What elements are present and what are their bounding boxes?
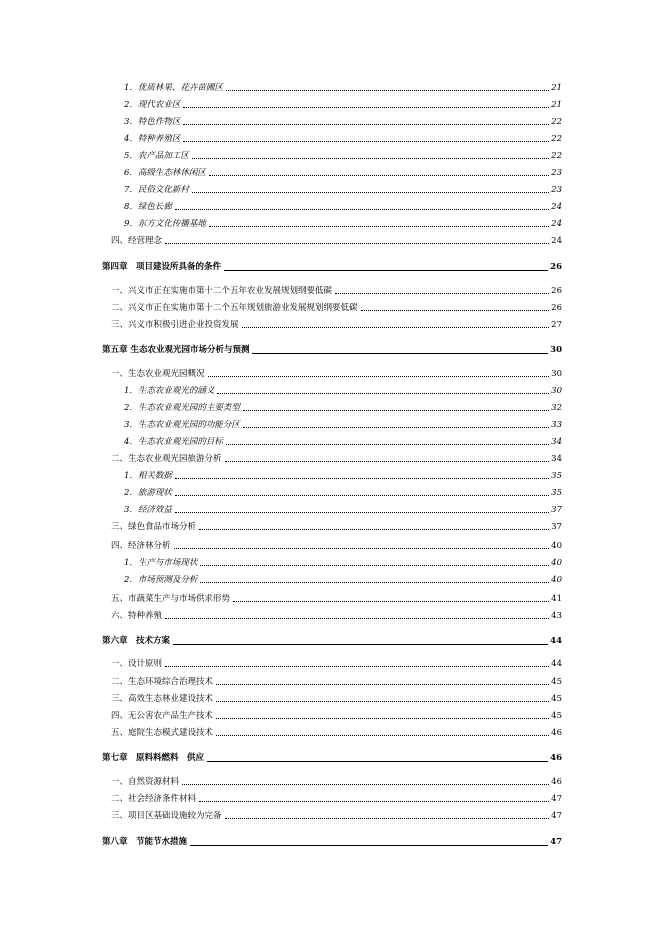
toc-page-number: 47 [551, 811, 562, 821]
toc-entry-label: 一、生态农业观光园概况 [111, 369, 205, 379]
toc-entry-label: 三、兴义市积极引进企业投资发展 [111, 320, 239, 330]
toc-entry-label: 2．市场预测及分析 [124, 575, 198, 585]
toc-chapter-entry[interactable] [0, 631, 662, 647]
toc-leader-dots [226, 444, 549, 445]
toc-entry[interactable] [0, 606, 662, 622]
toc-entry-label: 二、生态农业观光园旅游分析 [111, 454, 222, 464]
toc-leader-dots [242, 327, 550, 328]
toc-page-number: 22 [551, 134, 562, 144]
toc-page-number: 26 [551, 303, 562, 313]
toc-entry-label: 8．绿色长廊 [124, 202, 172, 212]
toc-entry-label: 二、生态环境综合治理技术 [111, 677, 214, 687]
toc-entry-label: 一、自然资源材料 [111, 777, 180, 787]
toc-entry[interactable] [0, 95, 662, 111]
toc-leader-dots [216, 684, 549, 685]
toc-entry[interactable] [0, 672, 662, 688]
toc-page-number: 26 [551, 286, 562, 296]
toc-page-number: 23 [551, 185, 562, 195]
toc-entry-label: 1．生态农业观光的涵义 [124, 386, 215, 396]
toc-entry[interactable] [0, 806, 662, 822]
toc-leader-dots [175, 209, 549, 210]
toc-leader-dots [335, 293, 549, 294]
toc-entry-label: 第五章 生态农业观光园市场分析与预测 [102, 345, 250, 355]
toc-leader-dots [226, 90, 549, 91]
toc-entry[interactable] [0, 449, 662, 465]
toc-entry-label: 一、兴义市正在实施市第十二个五年农业发展规划纲要低碳 [111, 286, 333, 296]
toc-leader-dots [225, 461, 550, 462]
toc-chapter-entry[interactable] [0, 257, 662, 273]
toc-entry-label: 四、经济林分析 [111, 541, 171, 551]
toc-page-number: 33 [551, 420, 562, 430]
toc-entry[interactable] [0, 231, 662, 247]
toc-entry[interactable] [0, 381, 662, 397]
toc-leader-dots [183, 141, 549, 142]
toc-page-number: 41 [551, 594, 562, 604]
toc-entry[interactable] [0, 689, 662, 705]
toc-entry[interactable] [0, 483, 662, 499]
toc-page-number: 35 [551, 488, 562, 498]
toc-leader-dots [165, 666, 549, 667]
toc-page-number: 46 [550, 753, 562, 763]
toc-page-number: 37 [551, 522, 562, 532]
toc-leader-dots [182, 784, 549, 785]
toc-entry[interactable] [0, 214, 662, 230]
toc-leader-dots [243, 410, 549, 411]
toc-entry-label: 9．东方文化传播基地 [124, 219, 206, 229]
toc-entry[interactable] [0, 78, 662, 94]
toc-leader-dots [217, 393, 549, 394]
toc-leader-dots [175, 478, 549, 479]
toc-entry[interactable] [0, 570, 662, 586]
toc-entry-label: 五、庭院生态模式建设技术 [111, 728, 214, 738]
toc-leader-dots [225, 818, 550, 819]
toc-entry-label: 第六章 技术方案 [102, 636, 171, 646]
toc-entry[interactable] [0, 146, 662, 162]
toc-leader-dots [199, 529, 549, 530]
toc-entry-label: 五、市蔬菜生产与市场供求形势 [111, 594, 231, 604]
toc-entry-label: 7．民俗文化新村 [124, 185, 189, 195]
toc-chapter-entry[interactable] [0, 832, 662, 848]
toc-page-number: 45 [551, 694, 562, 704]
toc-entry-label: 三、项目区基础设施较为完备 [111, 811, 222, 821]
toc-entry[interactable] [0, 315, 662, 331]
toc-entry-label: 2．现代农业区 [124, 100, 181, 110]
toc-entry[interactable] [0, 432, 662, 448]
toc-entry[interactable] [0, 500, 662, 516]
toc-leader-dots [224, 270, 548, 271]
toc-page-number: 46 [551, 728, 562, 738]
toc-page-number: 44 [551, 659, 562, 669]
toc-entry-label: 1．生产与市场现状 [124, 558, 198, 568]
toc-entry[interactable] [0, 281, 662, 297]
toc-leader-dots [216, 701, 549, 702]
toc-page-number: 37 [551, 505, 562, 515]
toc-page-number: 26 [550, 262, 562, 272]
toc-page-number: 47 [551, 794, 562, 804]
toc-leader-dots [165, 243, 549, 244]
toc-entry[interactable] [0, 415, 662, 431]
toc-leader-dots [216, 735, 549, 736]
toc-entry[interactable] [0, 197, 662, 213]
toc-page-number: 40 [551, 541, 562, 551]
toc-page-number: 40 [551, 575, 562, 585]
toc-leader-dots [174, 548, 550, 549]
toc-page-number: 21 [551, 83, 562, 93]
toc-page-number: 24 [551, 236, 562, 246]
toc-entry-label: 4．特种养殖区 [124, 134, 181, 144]
toc-page-number: 32 [551, 403, 562, 413]
toc-entry-label: 4．生态农业观光园的目标 [124, 437, 223, 447]
toc-entry-label: 二、社会经济条件材料 [111, 794, 197, 804]
toc-leader-dots [190, 845, 548, 846]
toc-page-number: 30 [551, 369, 562, 379]
toc-entry[interactable] [0, 129, 662, 145]
toc-page-number: 44 [550, 636, 562, 646]
toc-page-number: 46 [551, 777, 562, 787]
toc-leader-dots [183, 107, 549, 108]
toc-page-number: 22 [551, 117, 562, 127]
toc-entry-label: 1．相关数据 [124, 471, 172, 481]
toc-page-number: 23 [551, 168, 562, 178]
toc-chapter-entry[interactable] [0, 748, 662, 764]
toc-entry-label: 第八章 节能节水措施 [102, 837, 188, 847]
toc-leader-dots [252, 353, 548, 354]
toc-entry[interactable] [0, 466, 662, 482]
toc-page-number: 34 [551, 454, 562, 464]
toc-leader-dots [183, 124, 549, 125]
toc-entry-label: 第七章 原料料燃料 供应 [102, 753, 205, 763]
toc-entry[interactable] [0, 398, 662, 414]
toc-page-number: 35 [551, 471, 562, 481]
toc-leader-dots [192, 192, 549, 193]
toc-entry[interactable] [0, 706, 662, 722]
toc-entry-label: 二、兴义市正在实施市第十二个五年规划旅游业发展规划纲要低碳 [111, 303, 358, 313]
toc-chapter-entry[interactable] [0, 340, 662, 356]
toc-page-number: 45 [551, 711, 562, 721]
toc-entry-label: 6．高级生态林休闲区 [124, 168, 206, 178]
toc-leader-dots [233, 601, 549, 602]
toc-page-number: 45 [551, 677, 562, 687]
toc-page-number: 30 [550, 345, 562, 355]
toc-entry[interactable] [0, 789, 662, 805]
toc-entry[interactable] [0, 553, 662, 569]
toc-page-number: 27 [551, 320, 562, 330]
toc-entry[interactable] [0, 180, 662, 196]
toc-entry-label: 2．旅游现状 [124, 488, 172, 498]
toc-entry[interactable] [0, 112, 662, 128]
toc-leader-dots [361, 310, 550, 311]
toc-page-number: 24 [551, 219, 562, 229]
toc-page-number: 40 [551, 558, 562, 568]
toc-page-number: 24 [551, 202, 562, 212]
toc-leader-dots [175, 495, 549, 496]
toc-leader-dots [200, 582, 549, 583]
toc-entry-label: 六、特种养殖 [111, 611, 163, 621]
toc-entry[interactable] [0, 364, 662, 380]
toc-entry-label: 一、设计原则 [111, 659, 163, 669]
toc-entry-label: 3．特色作物区 [124, 117, 181, 127]
toc-page-number: 22 [551, 151, 562, 161]
toc-entry-label: 三、高效生态林业建设技术 [111, 694, 214, 704]
toc-leader-dots [208, 376, 550, 377]
toc-entry[interactable] [0, 517, 662, 533]
toc-leader-dots [216, 718, 549, 719]
toc-leader-dots [209, 226, 549, 227]
toc-entry[interactable] [0, 589, 662, 605]
toc-entry-label: 第四章 项目建设所具备的条件 [102, 262, 222, 272]
toc-entry[interactable] [0, 723, 662, 739]
toc-entry-label: 2．生态农业观光园的主要类型 [124, 403, 240, 413]
toc-page-number: 34 [551, 437, 562, 447]
toc-entry[interactable] [0, 536, 662, 552]
toc-leader-dots [199, 801, 549, 802]
toc-entry[interactable] [0, 298, 662, 314]
toc-entry-label: 四、无公害农产品生产技术 [111, 711, 214, 721]
toc-leader-dots [243, 427, 549, 428]
toc-page-number: 30 [551, 386, 562, 396]
toc-leader-dots [175, 512, 549, 513]
toc-leader-dots [192, 158, 549, 159]
toc-entry-label: 3．经济效益 [124, 505, 172, 515]
toc-page-number: 43 [551, 611, 562, 621]
toc-leader-dots [207, 761, 548, 762]
toc-entry-label: 四、经营理念 [111, 236, 163, 246]
toc-entry[interactable] [0, 772, 662, 788]
toc-entry-label: 3．生态农业观光园的功能分区 [124, 420, 240, 430]
toc-leader-dots [165, 618, 549, 619]
toc-entry-label: 三、绿色食品市场分析 [111, 522, 197, 532]
toc-entry-label: 5．农产品加工区 [124, 151, 189, 161]
toc-leader-dots [173, 644, 548, 645]
toc-entry[interactable] [0, 163, 662, 179]
toc-leader-dots [209, 175, 549, 176]
toc-entry[interactable] [0, 654, 662, 670]
toc-entry-label: 1．优质林果、花卉苗圃区 [124, 83, 223, 93]
toc-page-number: 21 [551, 100, 562, 110]
toc-leader-dots [200, 565, 549, 566]
toc-page-number: 47 [550, 837, 562, 847]
